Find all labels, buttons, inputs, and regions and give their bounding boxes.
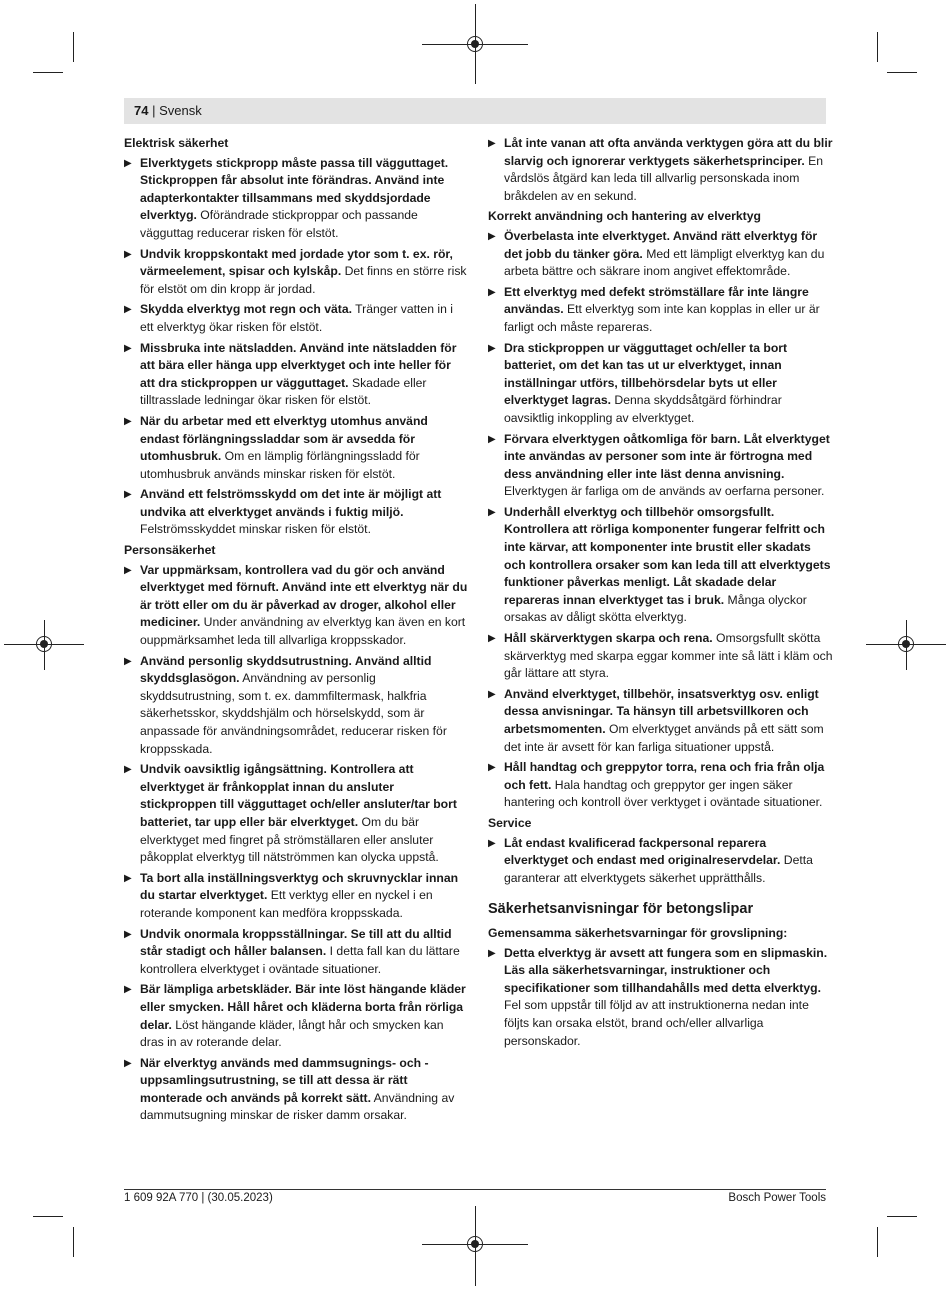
crop-mark [877,32,878,62]
subsection-heading: Service [488,815,532,830]
header-text [134,103,202,118]
instruction-text: Ett verktyg eller en nyckel i en roterande komponent kan medföra kroppsskada. [140,888,433,920]
registration-mark-icon [898,636,914,652]
bullet-arrow-icon: ▶ [124,1057,132,1069]
bullet-arrow-icon: ▶ [488,433,496,445]
instruction-bold: Låt inte vanan att ofta använda verktygen göra att du blir slarvig och ignorerar verktygets säkerhetsprinciper. [504,136,833,168]
instruction-bold: Förvara elverktygen oåtkomliga för barn. Låt elverktyget inte användas av personer som inte är förtrogna med dess användning eller inte läst denna anvisning. [504,431,830,481]
list-item [124,761,469,867]
header-separator: | [148,103,160,118]
list-item [488,630,833,683]
registration-mark-icon [467,36,483,52]
list-item [124,246,469,299]
crop-mark [887,72,917,73]
bullet-arrow-icon: ▶ [124,928,132,940]
instruction-bold: Använd ett felströmsskydd om det inte är möjligt att undvika att elverktyget används i fuktig miljö. [140,487,442,519]
bullet-arrow-icon: ▶ [488,837,496,849]
instruction-bold: Bär lämpliga arbetskläder. Bär inte löst hängande kläder eller smycken. Håll håret och kläderna borta från rörliga delar. [140,982,466,1032]
registration-mark-icon [467,1236,483,1252]
bullet-arrow-icon: ▶ [488,286,496,298]
instruction-text: Felströmsskyddet minskar risken för elstöt. [140,522,371,537]
list-item [488,135,833,205]
right-column [488,135,833,1053]
list-item [488,835,833,888]
footer-document-number: 1 609 92A 770 | (30.05.2023) [124,1192,273,1204]
instruction-text: Många olyckor orsakas av dåligt skötta elverktyg. [504,592,807,625]
bullet-arrow-icon: ▶ [124,342,132,354]
list-item [124,653,469,759]
list-item [124,486,469,539]
bullet-arrow-icon: ▶ [124,984,132,996]
bullet-arrow-icon: ▶ [488,230,496,242]
bullet-arrow-icon: ▶ [488,138,496,149]
instruction-bold: Undvik kroppskontakt med jordade ytor som t. ex. rör, värmeelement, spisar och kylskåp. [140,246,453,279]
crop-mark [73,1227,74,1257]
bullet-arrow-icon: ▶ [488,762,496,774]
instruction-text: Fel som uppstår till följd av att instruktionerna nedan inte följts kan orsaka elstöt, brand och/eller allvarliga personskador. [504,998,809,1048]
instruction-text: Om en lämplig förlängningssladd för utomhusbruk används minskar risken för elstöt. [140,449,420,481]
crop-mark [33,1216,63,1217]
left-column [124,135,469,1128]
bullet-arrow-icon: ▶ [124,248,132,260]
list-item [488,431,833,501]
instruction-text: Elverktygen är farliga om de används av oerfarna personer. [504,484,825,499]
header-language: Svensk [159,103,202,118]
instruction-bold: Undvik oavsiktlig igångsättning. Kontrollera att elverktyget är frånkopplat innan du ansluter stickproppen till vägguttaget och/eller ansluter/tar bort batteriet, tar upp eller bär elverktyget. [140,762,457,829]
bullet-arrow-icon: ▶ [488,947,496,959]
list-item [488,759,833,812]
instruction-text: Det finns en större risk för elstöt om din kropp är jordad. [140,264,467,296]
bullet-arrow-icon: ▶ [124,655,132,667]
instruction-bold: Ett elverktyg med defekt strömställare får inte längre användas. [504,284,809,317]
instruction-text: Ett elverktyg som inte kan kopplas in eller ur är farligt och måste repareras. [504,302,820,334]
list-item [488,686,833,756]
list-item [124,926,469,979]
instruction-bold: Undvik onormala kroppsställningar. Se till att du alltid står stadigt och håller balansen. [140,926,452,959]
crop-mark [33,72,63,73]
instruction-bold: Använd elverktyget, tillbehör, insatsverktyg osv. enligt dessa anvisningar. Ta hänsyn till arbetsvillkoren och arbetsmomenten. [504,686,819,736]
crop-mark [887,1216,917,1217]
footer-brand: Bosch Power Tools [728,1192,826,1204]
instruction-bold: Använd personlig skyddsutrustning. Använd alltid skyddsglasögon. [140,653,432,686]
instruction-bold: Missbruka inte nätsladden. Använd inte nätsladden för att bära eller hänga upp elverktyget och inte heller för att dra stickproppen ur vägguttaget. [140,340,457,390]
subsection-heading: Personsäkerhet [124,543,216,558]
bullet-arrow-icon: ▶ [488,342,496,354]
page-number: 74 [134,103,149,118]
instruction-text: Användning av dammutsugning minskar de risker damm orsakar. [140,1090,455,1123]
bullet-arrow-icon: ▶ [488,506,496,518]
bullet-arrow-icon: ▶ [124,415,132,427]
list-item [124,870,469,923]
instruction-text: Löst hängande kläder, långt hår och smycken kan dras in av roterande delar. [140,1017,444,1050]
instruction-text: I detta fall kan du lättare kontrollera elverktyget i oväntade situationer. [140,944,460,976]
instruction-text: Tränger vatten in i ett elverktyg ökar risken för elstöt. [140,302,453,334]
list-item [124,562,469,650]
list-item [124,155,469,243]
bullet-arrow-icon: ▶ [124,304,132,316]
bullet-arrow-icon: ▶ [488,688,496,700]
instruction-bold: Låt endast kvalificerad fackpersonal reparera elverktyget och endast med originalreservdelar. [504,835,781,868]
bullet-arrow-icon: ▶ [488,633,496,645]
instruction-bold: När elverktyg används med dammsugnings- och -uppsamlingsutrustning, se till att dessa är rätt monterade och används på korrekt sätt. [140,1055,429,1105]
list-item [488,504,833,627]
instruction-bold: Ta bort alla inställningsverktyg och skruvnycklar innan du startar elverktyget. [140,870,459,903]
list-item [124,413,469,483]
instruction-bold: Var uppmärksam, kontrollera vad du gör och använd elverktyget med förnuft. Använd inte ett elverktyg när du är trött eller om du är påverkad av droger, alkohol eller mediciner. [140,562,468,630]
bullet-arrow-icon: ▶ [124,157,132,169]
instruction-bold: Överbelasta inte elverktyget. Använd rätt elverktyg för det jobb du tänker göra. [504,228,818,261]
crop-mark [73,32,74,62]
crop-mark [877,1227,878,1257]
instruction-bold: Håll skärverktygen skarpa och rena. [504,631,713,646]
instruction-text: Oförändrade stickproppar och passande vägguttag reducerar risken för elstöt. [140,208,418,240]
section-heading: Säkerhetsanvisningar för betongslipar [488,901,754,918]
page-header [124,98,826,124]
instruction-bold: Underhåll elverktyg och tillbehör omsorgsfullt. Kontrollera att rörliga komponenter fungerar felfritt och inte kärvar, att komponenter inte brustit eller skadats och kontrollera orsaker som kan leda till att elverktygets funktioner påverkas menligt. Låt skadade delar repareras innan elverktyget tas i bruk. [504,504,831,607]
bullet-arrow-icon: ▶ [124,564,132,576]
instruction-bold: Elverktygets stickpropp måste passa till vägguttaget. Stickproppen får absolut inte förändras. Använd inte adapterkontakter tillsammans med skyddsjordade elverktyg. [140,155,449,223]
bullet-arrow-icon: ▶ [124,764,132,776]
list-item [124,340,469,410]
list-item [488,228,833,281]
list-item [488,340,833,428]
instruction-text: En vårdslös åtgärd kan leda till allvarlig personskada inom bråkdelen av en sekund. [504,153,824,203]
instruction-text: Skadade eller tilltrasslade ledningar ökar risken för elstöt. [140,375,427,408]
subsection-heading: Korrekt användning och hantering av elverktyg [488,209,761,224]
list-item [488,945,833,1051]
instruction-text: Omsorgsfullt skötta skärverktyg med skarpa eggar kommer inte så lätt i kläm och går lättare att styra. [504,631,833,681]
instruction-text: Med ett lämpligt elverktyg kan du arbeta bättre och säkrare inom angivet effektområde. [504,246,825,279]
list-item [124,1055,469,1125]
list-item [124,981,469,1051]
instruction-bold: När du arbetar med ett elverktyg utomhus använd endast förlängningssladdar som är avsedda för utomhusbruk. [140,413,428,464]
instruction-bold: Håll handtag och greppytor torra, rena och fria från olja och fett. [504,760,825,792]
instruction-bold: Skydda elverktyg mot regn och väta. [140,302,353,317]
footer-rule [124,1189,826,1190]
bullet-arrow-icon: ▶ [124,872,132,884]
list-item [124,301,469,336]
subsection-heading: Gemensamma säkerhetsvarningar för grovslipning: [488,925,788,940]
instruction-bold: Detta elverktyg är avsett att fungera som en slipmaskin. Läs alla säkerhetsvarningar, instruktioner och specifikationer som tillhandahålls med detta elverktyg. [504,945,828,995]
registration-mark-icon [36,636,52,652]
bullet-arrow-icon: ▶ [124,489,132,501]
instruction-text: Detta garanterar att elverktygets säkerhet upprätthålls. [504,853,813,885]
instruction-text: Denna skyddsåtgärd förhindrar oavsiktlig inkoppling av elverktyget. [504,393,782,425]
instruction-text: Om elverktyget används på ett sätt som det inte är avsett för kan farliga situationer uppstå. [504,722,824,754]
list-item [488,284,833,337]
subsection-heading: Elektrisk säkerhet [124,136,229,150]
instruction-text: Om du bär elverktyget med fingret på strömställaren eller ansluter påkopplat elverktyg till nätströmmen kan olycka uppstå. [140,814,439,865]
instruction-text: Hala handtag och greppytor ger ingen säker hantering och kontroll över verktyget i oväntade situationer. [504,777,823,810]
instruction-bold: Dra stickproppen ur vägguttaget och/eller ta bort batteriet, om det kan tas ut ur elverktyget, innan inställningar utförs, tillbehörsdelar byts ut eller elverktyget lagras. [504,340,788,408]
instruction-text: Under användning av elverktyg kan även en kort ouppmärksamhet leda till allvarliga kroppsskador. [140,615,466,648]
instruction-text: Användning av personlig skyddsutrustning, som t. ex. dammfiltermask, halkfria säkerhetsskor, skyddshjälm och hörselskydd, som är anpassade för användningsområdet, reducerar risken för kroppsskada. [140,671,447,756]
